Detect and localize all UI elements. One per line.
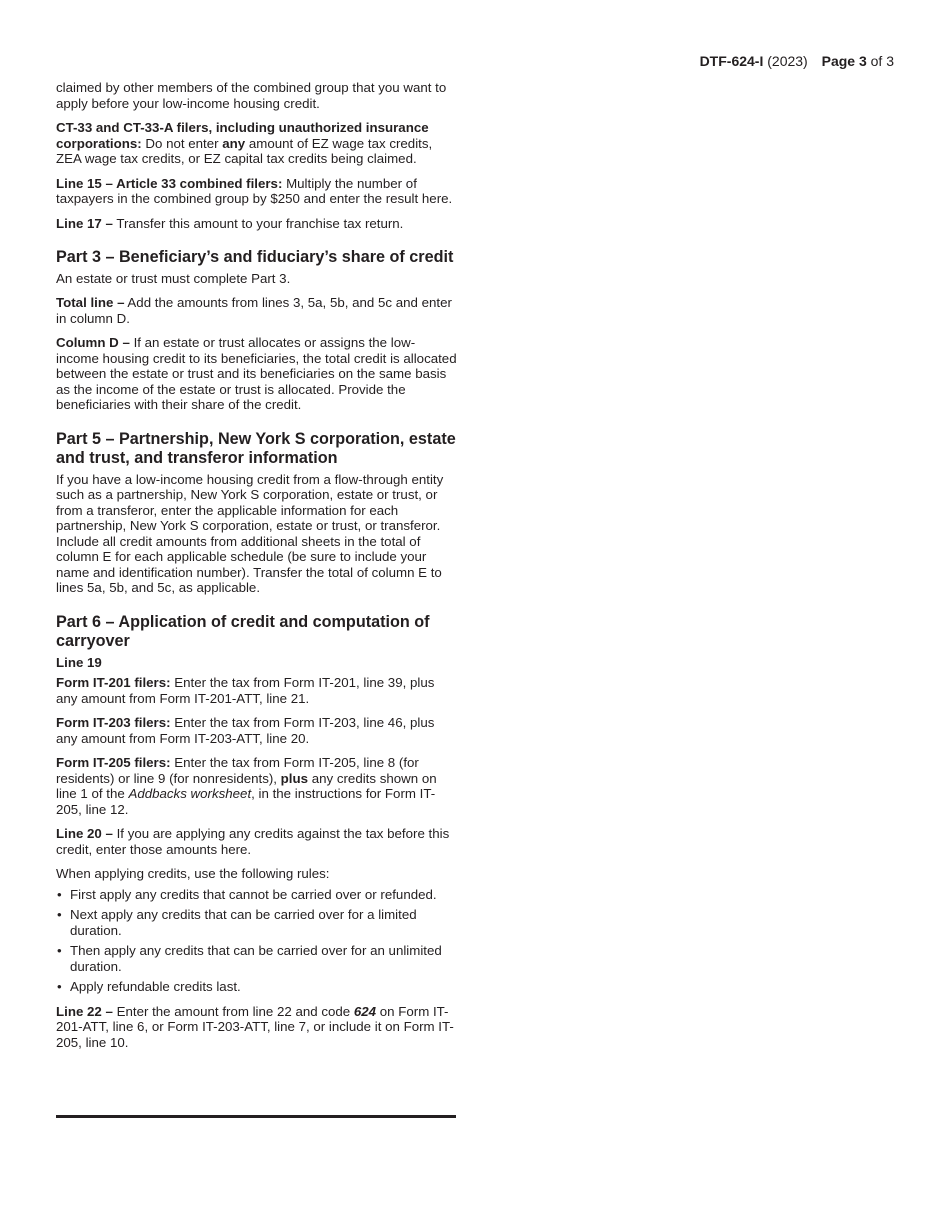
part3-heading: Part 3 – Beneficiary’s and fiduciary’s share of credit [56, 248, 454, 266]
bottom-divider [56, 1115, 456, 1118]
line15-paragraph: Line 15 – Article 33 combined filers: Multiply the number of taxpayers in the combined group by $250 and enter the result here. [56, 175, 453, 206]
part5-paragraph: If you have a low-income housing credit from a flow-through entity such as a partnership, New York S corporation, estate or trust, or from a transferor, enter the applicable information for each partnership, New York S corporation, estate or trust, or transferor. Include all credit amounts from additional sheets in the total of column E for each applicable schedule (be sure to include your name and identification number). Transfer the total of column E to lines 5a, 5b, and 5c, as applicable. [56, 471, 444, 595]
rules-list [56, 887, 458, 995]
bullet-icon: • [57, 943, 62, 958]
bullet-icon: • [57, 907, 62, 922]
it205-label: Form IT-205 filers: [56, 755, 171, 770]
list-item: • Then apply any credits that can be carried over for an unlimited duration. [57, 943, 442, 974]
it201-paragraph: Form IT-201 filers: Enter the tax from Form IT-201, line 39, plus any amount from Form IT-201-ATT, line 21. [56, 675, 435, 706]
part3-column-d: Column D – If an estate or trust allocates or assigns the low-income housing credit to its beneficiaries, the total credit is allocated between the estate or trust and its beneficiaries on the same basis as the income of the estate or trust is allocated. Provide the beneficiaries with their share of the credit. [56, 335, 457, 412]
bullet-icon: • [57, 886, 62, 902]
instructions-column [56, 80, 458, 1059]
page-header [700, 53, 894, 69]
credit-code: 624 [353, 1003, 377, 1019]
part3-total-line: Total line – Add the amounts from lines 3, 5a, 5b, and 5c and enter in column D. [56, 295, 452, 326]
it201-label: Form IT-201 filers: [56, 675, 171, 690]
emphasis-any: any [222, 135, 246, 151]
continuation-paragraph: claimed by other members of the combined group that you want to apply before your low-income housing credit. [56, 80, 447, 111]
addbacks-worksheet-ref: Addbacks worksheet [128, 786, 252, 801]
line17-paragraph: Line 17 – Transfer this amount to your franchise tax return. [56, 215, 404, 231]
ct33-paragraph: CT-33 and CT-33-A filers, including unauthorized insurance corporations: Do not enter any amount of EZ wage tax credits, ZEA wage tax credits, or EZ capital tax credits being claimed. [56, 120, 433, 166]
ct33-label: CT-33 and CT-33-A filers, including unauthorized insurance corporations: [56, 120, 429, 151]
page-label: Page 3 [821, 53, 867, 69]
line19-label: Line 19 [56, 654, 102, 670]
list-item: • Next apply any credits that can be carried over for a limited duration. [57, 907, 417, 938]
list-item: • First apply any credits that cannot be carried over or refunded. [57, 886, 437, 902]
form-year: (2023) [767, 53, 808, 69]
part6-heading: Part 6 – Application of credit and computation of carryover [56, 612, 430, 650]
total-line-label: Total line – [56, 295, 125, 310]
form-id: DTF-624-I [699, 53, 764, 69]
part3-intro: An estate or trust must complete Part 3. [56, 270, 291, 286]
line22-paragraph: Line 22 – Enter the amount from line 22 and code 624 on Form IT-201-ATT, line 6, or Form IT-203-ATT, line 7, or include it on Form IT-205, line 10. [56, 1003, 454, 1050]
rules-intro: When applying credits, use the following rules: [56, 866, 330, 881]
it205-paragraph: Form IT-205 filers: Enter the tax from Form IT-205, line 8 (for residents) or line 9 (for nonresidents), plus any credits shown on line 1 of the Addbacks worksheet, in the instructions for Form IT-205, line 12. [56, 755, 437, 817]
line20-paragraph: Line 20 – If you are applying any credits against the tax before this credit, enter those amounts here. [56, 826, 450, 857]
emphasis-plus: plus [280, 770, 309, 786]
it203-label: Form IT-203 filers: [56, 715, 171, 730]
page-of: of 3 [870, 53, 894, 69]
line20-label: Line 20 – [56, 826, 113, 841]
it203-paragraph: Form IT-203 filers: Enter the tax from Form IT-203, line 46, plus any amount from Form IT-203-ATT, line 20. [56, 715, 435, 746]
line15-label: Line 15 – Article 33 combined filers: [56, 175, 283, 191]
line22-label: Line 22 – [56, 1003, 113, 1019]
bullet-icon: • [57, 979, 62, 994]
part5-heading: Part 5 – Partnership, New York S corporation, estate and trust, and transferor information [56, 429, 456, 467]
line17-label: Line 17 – [56, 215, 113, 231]
column-d-label: Column D – [56, 335, 130, 350]
list-item: • Apply refundable credits last. [57, 979, 241, 994]
